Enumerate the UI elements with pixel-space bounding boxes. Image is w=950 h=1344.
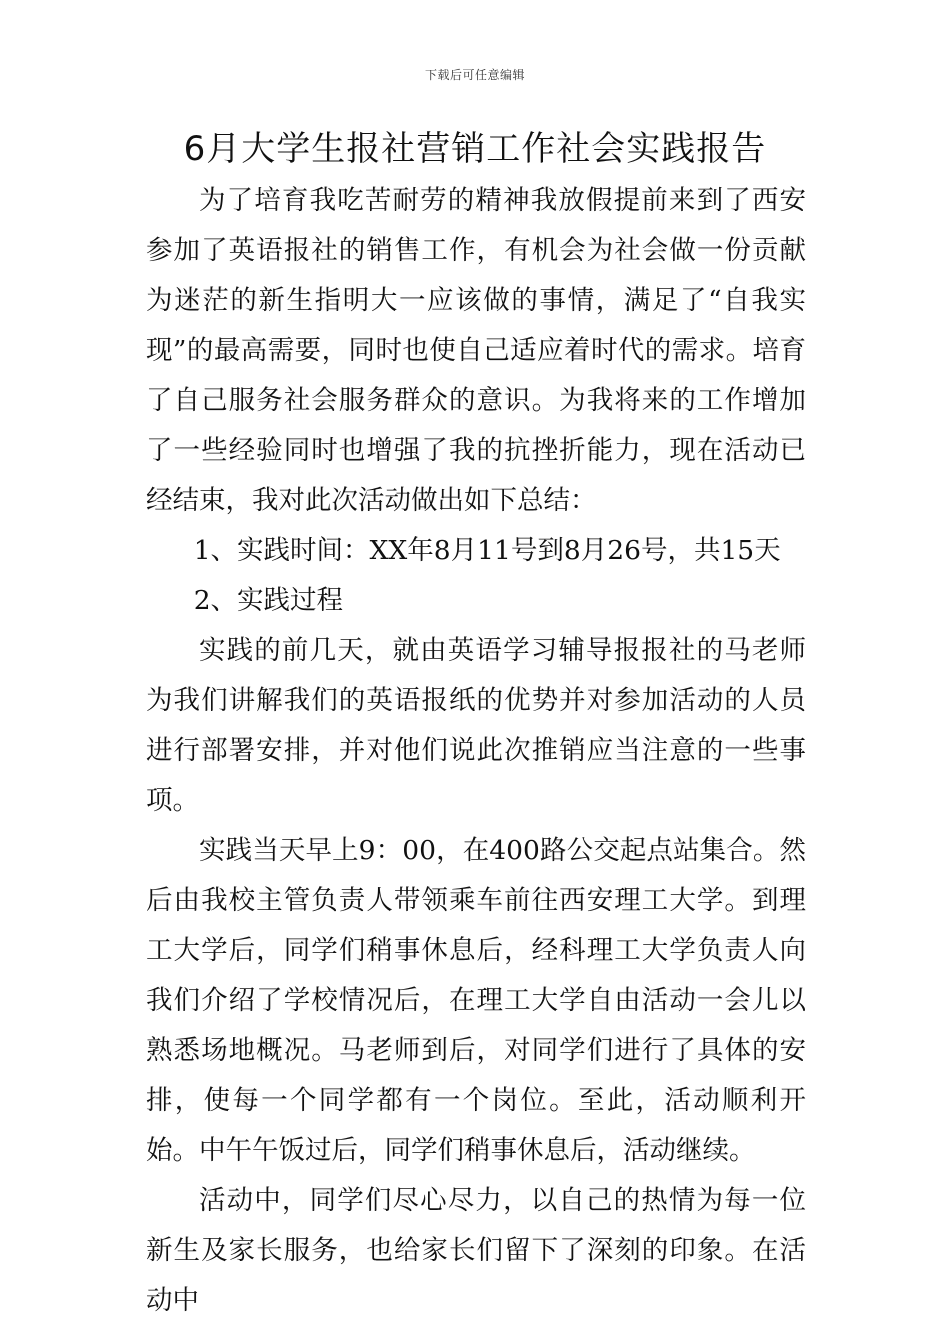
- document-body: [146, 176, 806, 1326]
- header-note: 下载后可任意编辑: [424, 68, 525, 82]
- paragraph-first-day: 实践当天早上9：00，在400路公交起点站集合。然后由我校主管负责人带领乘车前往西安理工大学。到理工大学后，同学们稍事休息后，经科理工大学负责人向我们介绍了学校情况后，在理工大学自由活动一会儿以熟悉场地概况。马老师到后，对同学们进行了具体的安排，使每一个同学都有一个岗位。至此，活动顺利开始。中午午饭过后，同学们稍事休息后，活动继续。: [146, 835, 806, 1166]
- paragraph-practice-time: 1、实践时间：XX年8月11号到8月26号，共15天: [193, 535, 781, 566]
- paragraph-practice-process-heading: 2、实践过程: [193, 585, 344, 616]
- paragraph-intro: 为了培育我吃苦耐劳的精神我放假提前来到了西安参加了英语报社的销售工作，有机会为社会做一份贡献为迷茫的新生指明大一应该做的事情，满足了“自我实现”的最高需要，同时也使自己适应着时代的需求。培育了自己服务社会服务群众的意识。为我将来的工作增加了一些经验同时也增强了我的抗挫折能力，现在活动已经结束，我对此次活动做出如下总结：: [146, 185, 806, 516]
- paragraph-preparation: 实践的前几天，就由英语学习辅导报报社的马老师为我们讲解我们的英语报纸的优势并对参加活动的人员进行部署安排，并对他们说此次推销应当注意的一些事项。: [146, 635, 806, 816]
- paragraph-activity: 活动中，同学们尽心尽力，以自己的热情为每一位新生及家长服务，也给家长们留下了深刻的印象。在活动中: [146, 1185, 806, 1316]
- document-title: 6月大学生报社营销工作社会实践报告: [183, 129, 767, 169]
